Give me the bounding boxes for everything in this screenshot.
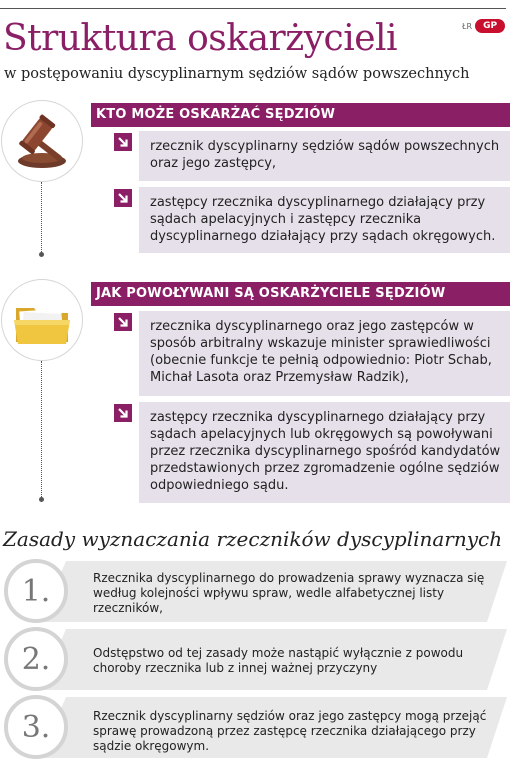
credit: [462, 19, 505, 33]
timeline-connector: [41, 361, 42, 497]
section-heading: KTO MOŻE OSKARŻAĆ SĘDZIÓW: [91, 103, 510, 127]
folder-icon: [1, 279, 83, 361]
rules-title: Zasady wyznaczania rzeczników dyscyplinarnych: [3, 527, 503, 551]
section-heading: JAK POWOŁYWANI SĄ OSKARŻYCIELE SĘDZIÓW: [91, 282, 510, 306]
rule-number: 2.: [4, 627, 68, 691]
credit-text: ŁR: [462, 21, 473, 31]
rule-text: Rzecznik dyscyplinarny sędziów oraz jego zastępcy mogą przejąć sprawę prowadzoną przez zastępcę rzecznika działającego przy sądzie okręgowym.: [93, 709, 487, 753]
rule-number: 1.: [4, 559, 68, 623]
list-item: rzecznik dyscyplinarny sędziów sądów powszechnych oraz jego zastępcy,: [139, 131, 510, 181]
list-item: zastępcy rzecznika dyscyplinarnego działający przy sądach apelacyjnych lub okręgowych są powoływani przez rzecznika dyscyplinarnego spośród kandydatów przedstawionych przez zgromadzenie ogólne sędziów odpowiedniego sądu.: [139, 402, 510, 503]
list-item: zastępcy rzecznika dyscyplinarnego działający przy sądach apelacyjnych i zastępcy rzecznika dyscyplinarnego działający przy sądach okręgowych.: [139, 187, 510, 253]
timeline-dot: [39, 252, 44, 257]
rule-text: Odstępstwo od tej zasady może nastąpić wyłącznie z powodu choroby rzecznika lub z innej ważnej przyczyny: [93, 646, 464, 675]
rule-number: 3.: [4, 695, 68, 759]
timeline-dot: [39, 497, 44, 502]
arrow-icon: [114, 313, 132, 331]
page-subtitle: w postępowaniu dyscyplinarnym sędziów sądów powszechnych: [4, 66, 470, 82]
page-title: Struktura oskarżycieli: [3, 18, 398, 59]
gavel-icon: [1, 100, 83, 182]
timeline-connector: [41, 182, 42, 252]
arrow-icon: [114, 404, 132, 422]
top-rule: [0, 8, 506, 9]
brand-logo: GP: [475, 19, 505, 33]
arrow-icon: [114, 189, 132, 207]
list-item: rzecznika dyscyplinarnego oraz jego zastępców w sposób arbitralny wskazuje minister sprawiedliwości (obecnie funkcje te pełnią odpowiednio: Piotr Schab, Michał Lasota oraz Przemysław Radzik),: [139, 311, 510, 396]
rule-text: Rzecznika dyscyplinarnego do prowadzenia sprawy wyznacza się według kolejności wpływu spraw, wedle alfabetycznej listy rzeczników,: [93, 571, 485, 615]
arrow-icon: [114, 133, 132, 151]
